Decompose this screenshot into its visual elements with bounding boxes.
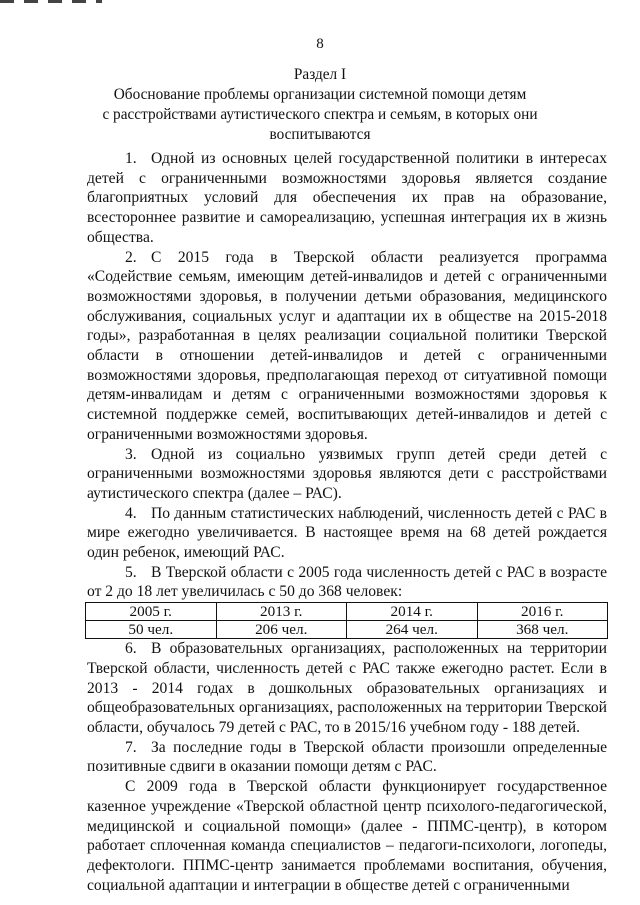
paragraph-text: С 2009 года в Тверской области функционирует государственное казенное учреждение «Тверской областной центр психолого-педагогической, медицинской и социальной помощи» (далее - ППМС-центр), в котором работает сплоченная команда специалистов – педагоги-психологи, логопеды, дефектологи. ППМС-центр занимается проблемами воспитания, обучения, социальной адаптации и интеграции в обществе детей с ограниченными <box>87 778 607 894</box>
section-title-line: с расстройствами аутистического спектра и семьям, в которых они <box>102 106 538 123</box>
paragraph-2 <box>87 248 607 445</box>
section-heading <box>95 65 545 145</box>
paragraph-5 <box>87 563 607 602</box>
paragraph-text: С 2015 года в Тверской области реализуется программа «Содействие семьям, имеющим детей-инвалидов и детей с ограниченными возможностями здоровья, в получении детьми образования, медицинского обслуживания, социальных услуг и адаптации их в обществе на 2015-2018 годы», разработанная в целях реализации социальной политики Тверской области в отношении детей-инвалидов и детей с ограниченными возможностями здоровья, предполагающая переход от ситуативной помощи детям-инвалидам и детям с ограниченными возможностями здоровья к системной поддержке семей, воспитывающих детей-инвалидов и детей с ограниченными возможностями здоровья. <box>87 248 607 443</box>
table-cell-count: 264 чел. <box>347 621 478 639</box>
table-cell-count: 206 чел. <box>216 621 347 639</box>
paragraph-number: 1. <box>125 150 137 167</box>
paragraph-number: 5. <box>125 563 137 581</box>
paragraph-text: В Тверской области с 2005 года численность детей с РАС в возрасте от 2 до 18 лет увеличилась с 50 до 368 человек: <box>87 563 607 601</box>
section-label: Раздел I <box>293 66 347 83</box>
table-row-counts <box>86 621 608 639</box>
table-cell-year: 2005 г. <box>86 603 217 621</box>
paragraph-ppms-center <box>87 777 607 895</box>
table-cell-count: 368 чел. <box>477 621 608 639</box>
paragraph-text: По данным статистических наблюдений, численность детей с РАС в мире ежегодно увеличивается. В настоящее время на 68 детей рождается один ребенок, имеющий РАС. <box>87 504 607 562</box>
paragraph-1 <box>87 149 607 248</box>
paragraph-text: Одной из основных целей государственной политики в интересах детей с ограниченными возможностями здоровья является создание благоприятных условий для обеспечения их прав на образование, всестороннее развитие и самореализацию, успешная интеграция их в жизнь общества. <box>87 150 607 246</box>
paragraph-number: 4. <box>125 504 137 522</box>
table-cell-year: 2016 г. <box>477 603 608 621</box>
table-cell-year: 2014 г. <box>347 603 478 621</box>
table-row-years <box>86 603 608 621</box>
section-title-line: воспитываются <box>269 126 371 143</box>
paragraph-text: Одной из социально уязвимых групп детей среди детей с ограниченными возможностями здоровья являются дети с расстройствами аутистического спектра (далее – РАС). <box>87 445 607 502</box>
scan-mark <box>96 0 102 3</box>
paragraph-6 <box>87 639 607 738</box>
paragraph-text: В образовательных организациях, расположенных на территории Тверской области, численность детей с РАС также ежегодно растет. Если в 2013 - 2014 годах в дошкольных образовательных организациях и общеобразовательных организациях, расположенных на территории Тверской области, обучалось 79 детей с РАС, то в 2015/16 учебном году - 188 детей. <box>87 640 607 736</box>
paragraph-4 <box>87 504 607 563</box>
ras-statistics-table <box>85 602 608 639</box>
paragraph-7 <box>87 738 607 777</box>
paragraph-number: 6. <box>125 640 137 658</box>
scan-mark <box>72 0 86 3</box>
paragraph-text: За последние годы в Тверской области произошли определенные позитивные сдвиги в оказании помощи детям с РАС. <box>87 738 607 776</box>
document-body <box>87 149 607 895</box>
paragraph-number: 7. <box>125 738 137 756</box>
table-cell-count: 50 чел. <box>86 621 217 639</box>
scan-mark <box>24 0 38 3</box>
section-title-line: Обоснование проблемы организации системной помощи детям <box>113 86 527 103</box>
paragraph-number: 2. <box>125 248 137 266</box>
scan-mark <box>0 0 14 3</box>
scan-mark <box>48 0 62 3</box>
page-number: 8 <box>316 36 324 52</box>
table-cell-year: 2013 г. <box>216 603 347 621</box>
paragraph-number: 3. <box>125 445 137 463</box>
paragraph-3 <box>87 445 607 504</box>
